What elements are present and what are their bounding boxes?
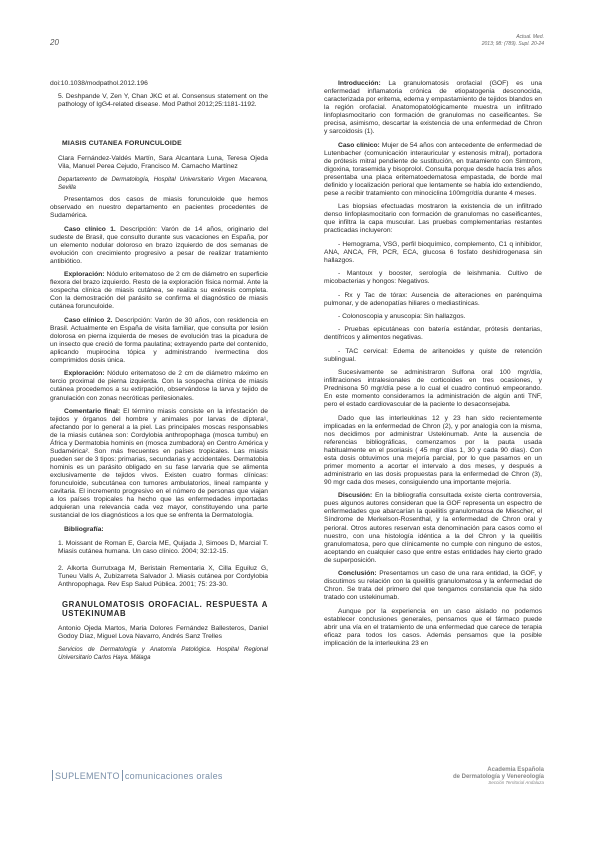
final-comment-label: Comentario final: <box>64 407 121 415</box>
article-title-miasis: MIASIS CUTANEA FORUNCULOIDE <box>62 139 182 147</box>
supplement-label: SUPLEMENTO <box>55 771 120 781</box>
academy-logo-text <box>453 767 544 787</box>
exploration-2-text: Nódulo eritematoso de 2 cm de diámetro máximo en tercio proximal de pierna izquierda. Con la sospecha clínica de miasis cutánea procedemos a su extirpación, observándose la larva y tejido de granulación con zonas necróticas perilesionales. <box>50 370 268 402</box>
test-item-3: - Rx y Tac de tórax: Ausencia de alteraciones en parénquima pulmonar, y de adenopatías hiliares o mediastínicas. <box>324 291 542 307</box>
page-number: 20 <box>50 38 59 47</box>
treatment-paragraph: Sucesivamente se administraron Sulfona oral 100 mgr/día, infiltraciones intralesionales de corticoides en tres ocasiones, y Prednisona 50 mgr/día pese a lo cual el cuadro continuó empeorando. En este momento consideramos la administración de algún anti TNF, pero el estado cardiovascular de la paciente lo desaconsejaba. <box>324 369 542 409</box>
journal-line-1: Actual. Med. <box>516 34 544 40</box>
academy-line-3: Sección Territorial Andaluza <box>488 780 544 786</box>
biopsy-paragraph: Las biopsias efectuadas mostraron la existencia de un infiltrado denso linfoplasmocitario con formación de granulomas no caseificantes, que infiltra la capa muscular. Las pruebas complementarias restantes practicadas incluyeron: <box>324 203 542 235</box>
academy-line-1: Academia Española <box>487 767 544 773</box>
exploration-2-label: Exploración: <box>64 370 105 378</box>
case-1-label: Caso clínico 1. <box>64 225 116 233</box>
exploration-2 <box>50 370 268 402</box>
case-1-text: Descripción: Varón de 14 años, originario del sudeste de Brasil, que consulto durante sus vacaciones en España, por un elemento nodular doloroso en brazo izquierdo de dos semanas de evolución con crecimiento progresivo a pesar de realizar tratamiento antibiótico. <box>50 225 268 265</box>
introduction-text: La granulomatosis orofacial (GOF) es una enfermedad inflamatoria crónica de etiopatogenia desconocida, caracterizada por eritema, edema y empastamiento de tejidos blandos en la región orofacial. Anatomopatológicamente muestra un infiltrado linfoplasmocitario con formación de granulomas no caseificantes. Se precisa, asimismo, descartar la existencia de una enfermedad de Chron y sarcoidosis (1). <box>324 80 542 136</box>
bibliography-heading: Bibliografía: <box>64 525 104 533</box>
final-comment-text: El término miasis consiste en la infestación de tejidos y órganos del hombre y animales por larvas de díptera¹, afectando por lo general a la piel. Las principales moscas responsables de la miasis cutánea son: Cordylobia anthropophaga (mosca tumbu) en África y Dermatobia hominis en (mosca zumbadora) en Centro América y Sudamérica². Son más frecuentes en países tropicales. Las miasis pueden ser de 3 tipos: primarias, secundarias y accidentales. Dermatobia hominis es un parásito obligado en su fase larvaria que se alimenta exclusivamente de tejidos vivos. Existen cuatro formas clínicas: forunculoide, subcutánea con tumores ambulatorios, lineal rampante y cavitaria. El incremento progresivo en el número de personas que viajan a los países tropicales ha hecho que las enfermedades importadas adquieran una relevancia cada vez mayor, constituyendo una parte sustancial de los diagnósticos a los que se enfrenta la Dermatología. <box>50 407 268 520</box>
section-label: comunicaciones orales <box>124 771 223 781</box>
discussion-text: En la bibliografía consultada existe cierta controversia, pues algunos autores consideran que la GOF representa un espectro de enfermedades que abarcarían la queilitis granulomatosa de Miescher, el Síndrome de Merkelson-Rosenthal, y la enfermedad de Chron oral y perioral. Otros autores reservan esta denominación para casos como el nuestro, con una histología idéntica a la del Chron y la queilitis granulomatosa, pero que clínicamente no cumple con ninguno de estos, aceptando en cualquier caso que entre estas entidades hay cierto grado de superposición. <box>324 492 542 564</box>
journal-citation <box>482 34 544 47</box>
footer-bar-left <box>52 770 53 781</box>
authors-granulomatosis: Antonio Ojeda Martos, Maria Dolores Fernández Ballesteros, Daniel Godoy Díaz, Miguel Lova Navarro, Andrés Sanz Trelles <box>58 625 268 641</box>
interleukin-paragraph: Dado que las interleukinas 12 y 23 han sido recientemente implicadas en la enfermedad de Chron (2), y por analogía con la misma, nos decidimos por administrar Ustekinumab. Ante la ausencia de referencias bibliográficas, comenzamos por la pauta usada habitualmente en el psoriasis ( 45 mgr días 1, 30 y cada 90 días). Con esta dosis obtuvimos una mejoría parcial, por lo que pasamos en un primer momento a acortar el intervalo a dos meses, y después a administrarlo en las dosis propuestas para la enfermedad de Chron (3), 90 mgr cada dos meses, consiguiendo una importante mejoría. <box>324 414 542 486</box>
journal-line-2: 2013; 98: (789). Supl. 20-24 <box>481 40 544 47</box>
affiliation-miasis: Departamento de Dermatología, Hospital Universitario Virgen Macarena, Sevilla <box>58 176 268 191</box>
doi: doi:10.1038/modpathol.2012.196 <box>50 80 148 87</box>
case-2-label: Caso clínico 2. <box>64 316 113 324</box>
conclusion-label: Conclusión: <box>338 570 377 578</box>
test-item-6: - TAC cervical: Edema de aritenoides y quiste de retención sublingual. <box>324 347 542 363</box>
conclusion-text: Presentamos un caso de una rara entidad, la GOF, y discutimos su relación con la queilitis granulomatosa y la enfermedad de Chron. Se trata del primero del que tengamos constancia que ha sido tratado con ustekinumab. <box>324 570 542 602</box>
conclusion <box>324 570 542 602</box>
clinical-case-label: Caso clínico: <box>338 141 380 149</box>
test-item-4: - Colonoscopia y anuscopia: Sin hallazgos. <box>338 312 466 320</box>
case-2-text: Descripción: Varón de 30 años, con residencia en Brasil. Actualmente en España de visita familiar, que consulta por lesión dolorosa en pierna izquierda de meses de evolución tras la picadura de un insecto que creció de forma paulatina; extrayendo parte del contenido, aplicando mupirocina tópica y administrando ivermectina dos comprimidos dosis única. <box>50 316 268 365</box>
academy-line-2: de Dermatología y Venereología <box>452 773 544 780</box>
authors-miasis: Clara Fernández-Valdés Martín, Sara Alcantara Luna, Teresa Ojeda Vila, Manuel Perea Cejudo, Francisco M. Camacho Martínez <box>58 154 268 170</box>
left-column <box>50 80 268 667</box>
discussion-label: Discusión: <box>338 492 373 500</box>
exploration-1 <box>50 271 268 311</box>
exploration-1-text: Nódulo eritematoso de 2 cm de diámetro en superficie flexora del brazo izquierdo. Resto de la exploración física normal. Ante la sospecha clínica de miasis cutánea, se realiza su exéresis completa. Con la demostración del parásito se confirma el diagnóstico de miasis cutánea forunculoide. <box>50 271 268 311</box>
final-paragraph: Aunque por la experiencia en un caso aislado no podemos establecer conclusiones generales, pensamos que el fármaco puede abrir una vía en el tratamiento de una enfermedad que carece de terapia eficaz para todos los casos. Además pensamos que la posible implicación de la interleukina 23 en <box>324 607 542 647</box>
case-2 <box>50 317 268 365</box>
introduction <box>324 80 542 136</box>
case-1 <box>50 226 268 266</box>
discussion <box>324 492 542 564</box>
affiliation-granulomatosis: Servicios de Dermatología y Anatomía Patológica. Hospital Regional Universitario Carlos Haya. Málaga <box>58 646 268 661</box>
test-item-5: - Pruebas epicutáneas con batería estándar, prótesis dentarias, dentífricos y alimentos negativas. <box>324 326 542 342</box>
supplement-footer <box>50 770 223 781</box>
test-item-2: - Mantoux y booster, serología de leishmania. Cultivo de micobacterias y hongos: Negativos. <box>324 270 542 286</box>
footer-bar-right <box>122 770 123 781</box>
introduction-label: Introducción: <box>338 80 381 87</box>
bibliography-2: 2. Alkorta Gurrutxaga M, Beristain Rementaria X, Cilla Eguiluz G, Tuneu Valls A, Zubizarreta Salvador J. Miasis cutánea por Cordylobia Anthropophaga. Rev Esp Salud Pública. 2001; 75: 23-30. <box>58 564 268 589</box>
clinical-case <box>324 142 542 198</box>
intro-miasis: Presentamos dos casos de miasis forunculoide que hemos observado en nuestro departamento en pacientes procedentes de Sudamérica. <box>50 196 268 220</box>
final-comment <box>50 408 268 521</box>
reference-5: 5. Deshpande V, Zen Y, Chan JKC et al. Consensus statement on the pathology of IgG4-related disease. Mod Pathol 2012;25:1181-1192. <box>58 93 268 109</box>
test-item-1: - Hemograma, VSG, perfil bioquímico, complemento, C1 q inhibidor, ANA, ANCA, FR, PCR, ECA, glucosa 6 fosfato deshidrogenasa sin hallazgos. <box>324 240 542 264</box>
right-column <box>324 80 542 653</box>
bibliography-1: 1. Moissant de Roman E, García ME, Quijada J, Simoes D, Marcial T. Miasis cutánea humana. Un caso clínico. 2004; 32:12-15. <box>58 539 268 555</box>
clinical-case-text: Mujer de 54 años con antecedente de enfermedad de Lutenbacher (comunicación interauricular y estenosis mitral), portadora de prótesis mitral pendiente de sustitución, en tratamiento con Simtrom, digoxina, torasemida y bisoprolol. Consulta porque desde hacía tres años presentaba una placa eritematoedematosa empastada, de borde mal definido y localización perioral que lentamente se había ido extendiendo, pese a recibir tratamiento con minociclina 100mgr/día durante 4 meses. <box>324 141 542 197</box>
exploration-1-label: Exploración: <box>64 271 105 279</box>
article-title-granulomatosis: GRANULOMATOSIS OROFACIAL. RESPUESTA A USTEKINUMAB <box>62 600 268 619</box>
